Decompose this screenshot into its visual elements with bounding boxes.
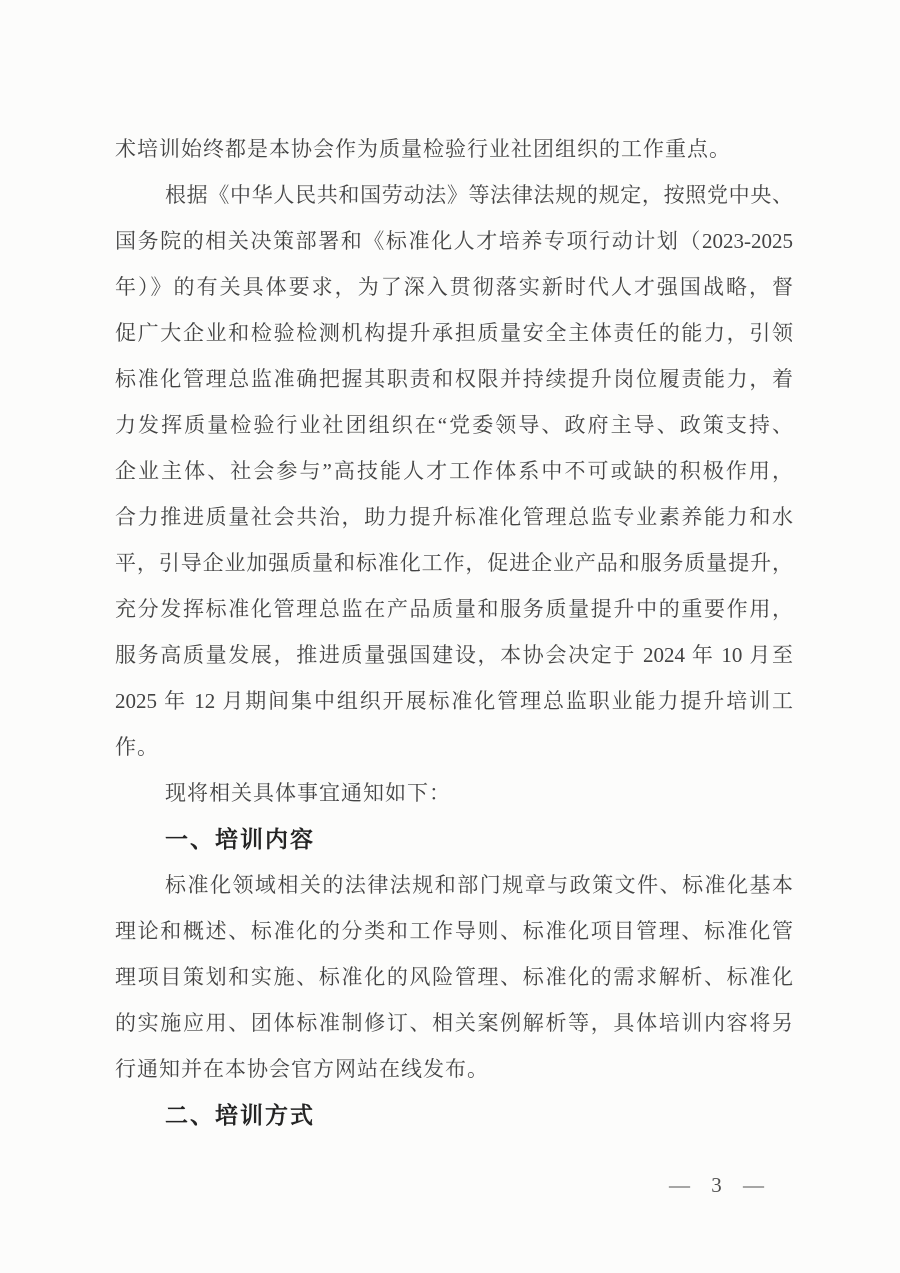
page-number: — 3 —	[669, 1173, 772, 1197]
text-line: 平，引导企业加强质量和标准化工作，促进企业产品和服务质量提升，	[115, 551, 793, 575]
text-line: 标准化领域相关的法律法规和部门规章与政策文件、标准化基本	[165, 873, 793, 897]
text-line: 合力推进质量社会共治，助力提升标准化管理总监专业素养能力和水	[115, 505, 793, 529]
text-line: 理论和概述、标准化的分类和工作导则、标准化项目管理、标准化管	[115, 919, 793, 943]
text-line: 服务高质量发展，推进质量强国建设，本协会决定于 2024 年 10 月至	[115, 643, 793, 667]
text-line: 作。	[115, 735, 159, 759]
section-heading-2: 二、培训方式	[165, 1102, 315, 1128]
text-line: 行通知并在本协会官方网站在线发布。	[115, 1057, 489, 1081]
text-line: 力发挥质量检验行业社团组织在“党委领导、政府主导、政策支持、	[115, 413, 793, 437]
text-line: 企业主体、社会参与”高技能人才工作体系中不可或缺的积极作用，	[115, 459, 793, 483]
section-heading-1: 一、培训内容	[165, 826, 315, 852]
text-line: 标准化管理总监准确把握其职责和权限并持续提升岗位履责能力，着	[115, 367, 793, 391]
text-line: 国务院的相关决策部署和《标准化人才培养专项行动计划（2023-2025	[115, 229, 793, 253]
document-body	[115, 126, 793, 1138]
text-line: 促广大企业和检验检测机构提升承担质量安全主体责任的能力，引领	[115, 321, 793, 345]
text-line: 术培训始终都是本协会作为质量检验行业社团组织的工作重点。	[115, 137, 731, 161]
text-line: 理项目策划和实施、标准化的风险管理、标准化的需求解析、标准化	[115, 965, 793, 989]
text-line: 现将相关具体事宜通知如下：	[165, 781, 451, 805]
text-line: 充分发挥标准化管理总监在产品质量和服务质量提升中的重要作用，	[115, 597, 793, 621]
text-line: 2025 年 12 月期间集中组织开展标准化管理总监职业能力提升培训工	[115, 689, 793, 713]
text-line: 根据《中华人民共和国劳动法》等法律法规的规定，按照党中央、	[165, 183, 793, 207]
text-line: 年）》的有关具体要求，为了深入贯彻落实新时代人才强国战略，督	[115, 275, 793, 299]
text-line: 的实施应用、团体标准制修订、相关案例解析等，具体培训内容将另	[115, 1011, 793, 1035]
